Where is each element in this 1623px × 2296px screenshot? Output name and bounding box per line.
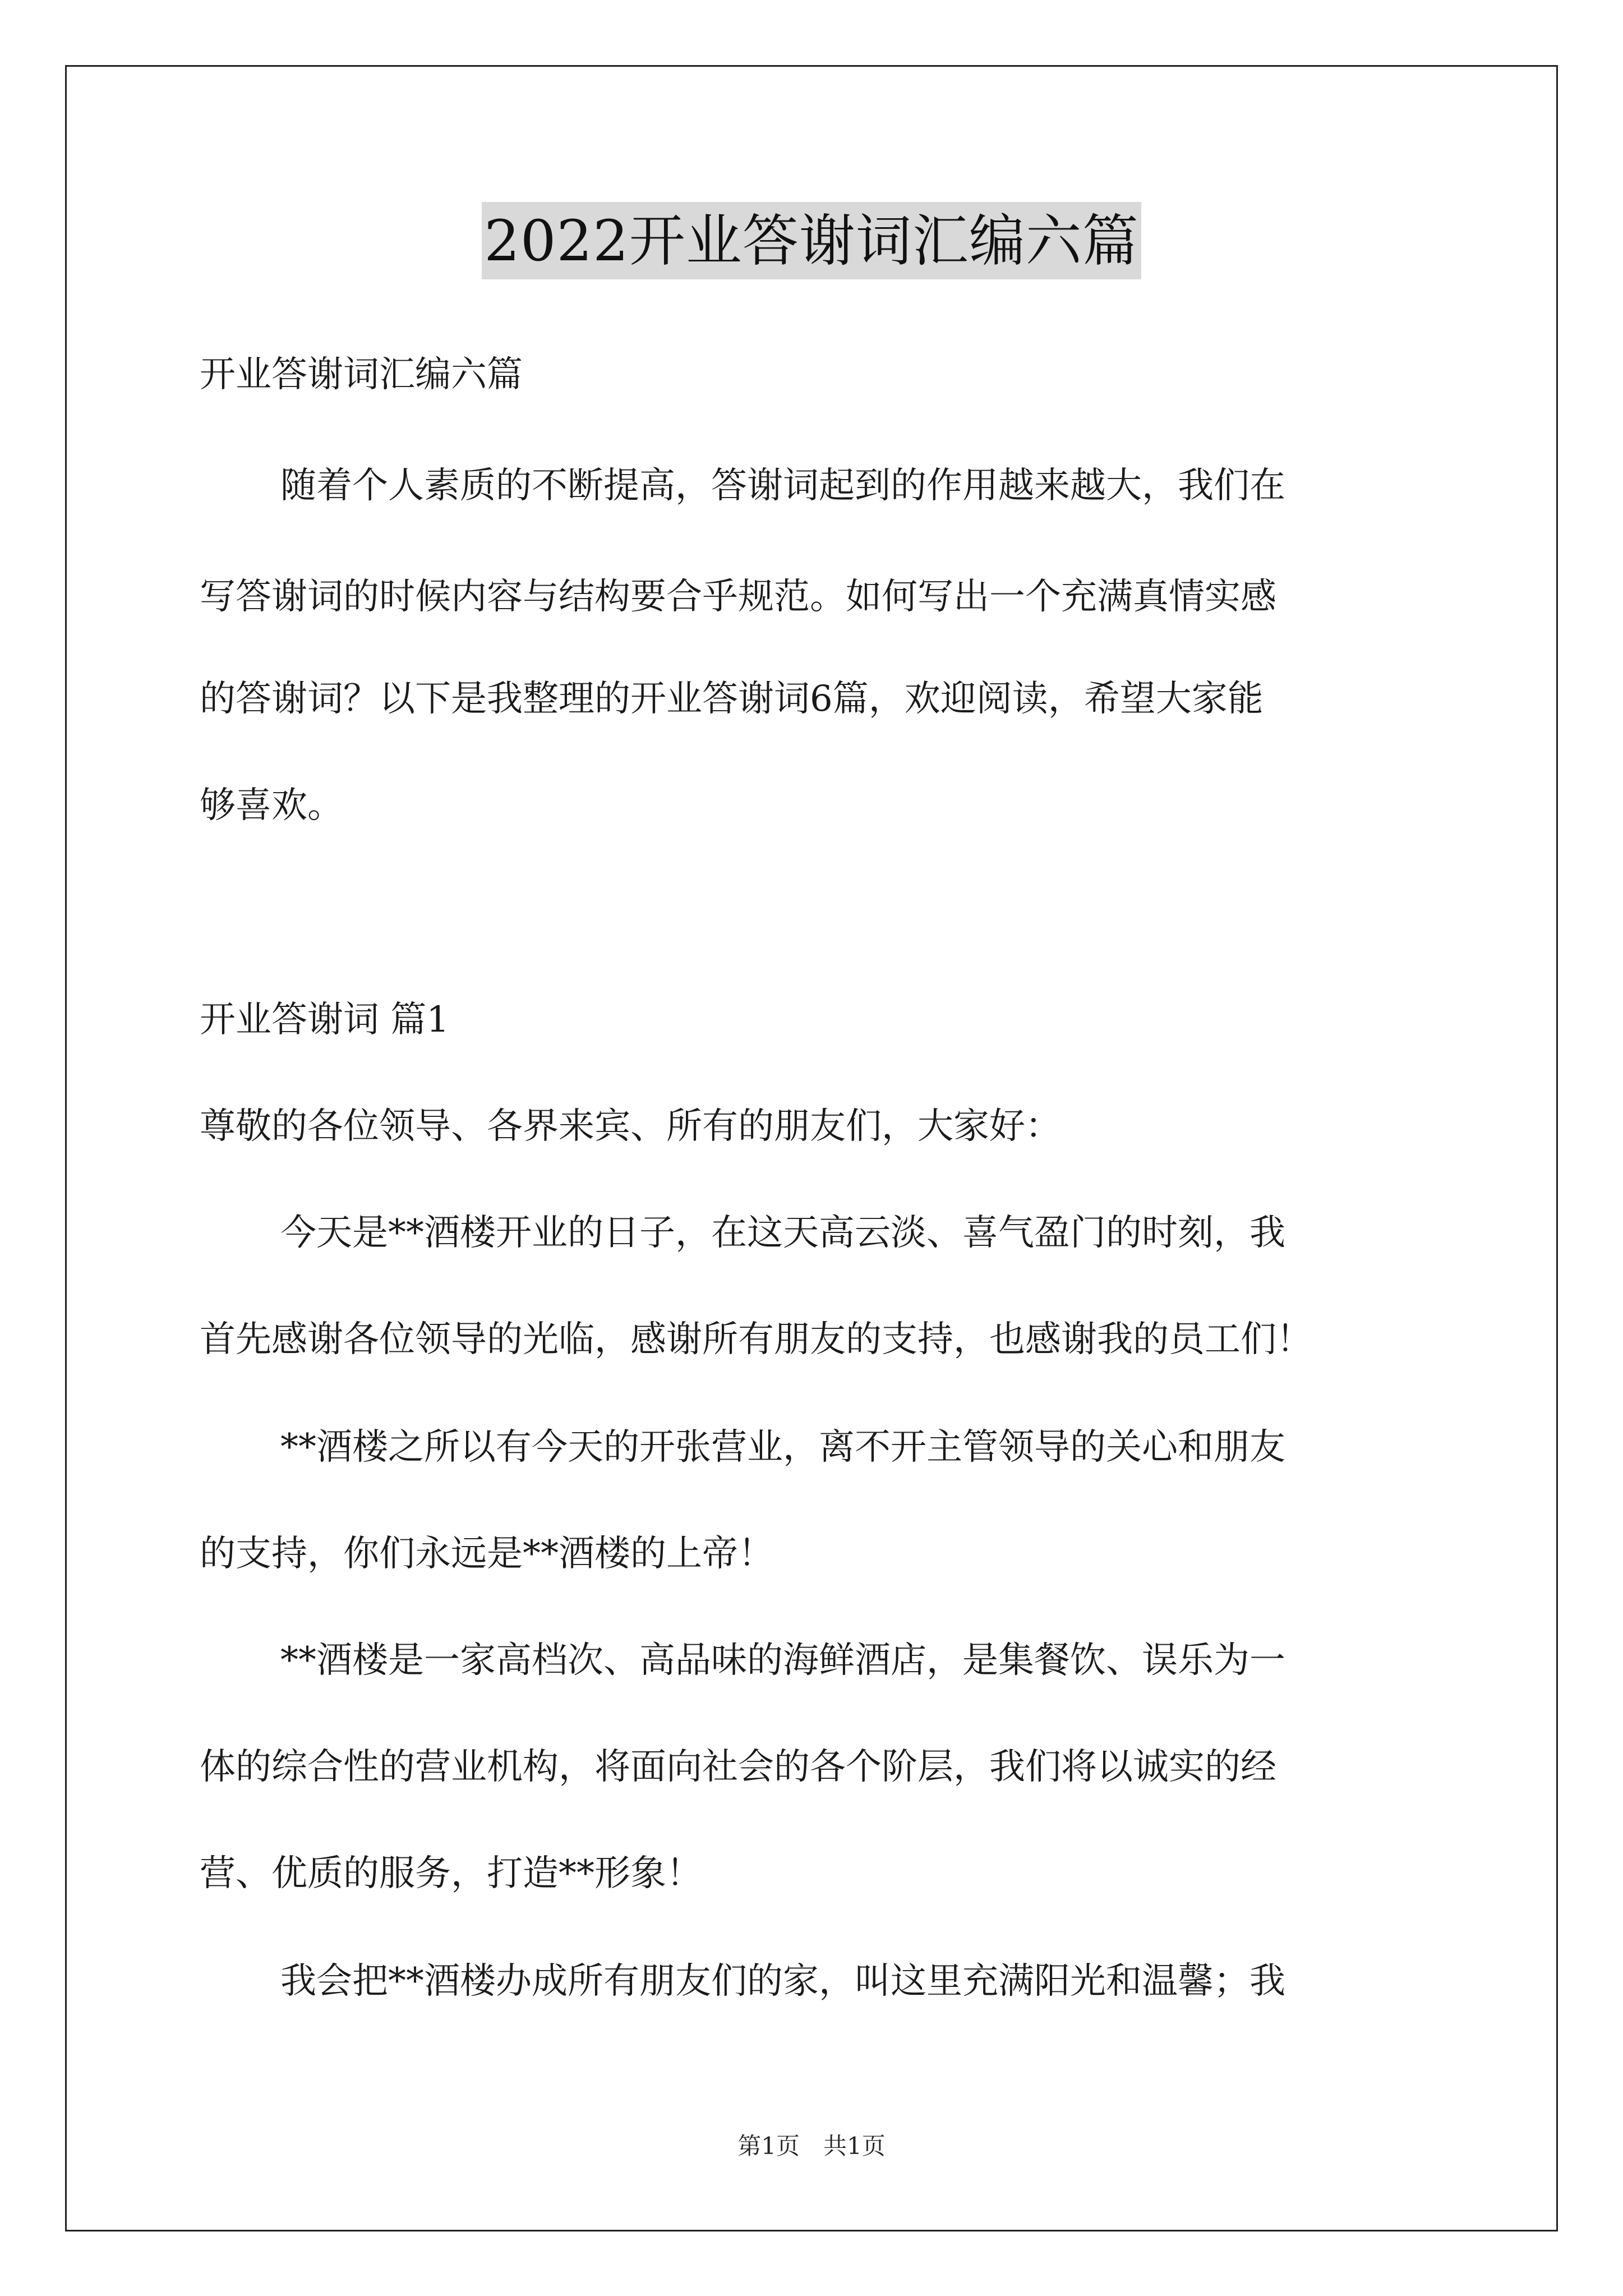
paragraph-line: 够喜欢。 [200, 785, 343, 826]
salutation-line: 尊敬的各位领导、各界来宾、所有的朋友们，大家好： [200, 1106, 1061, 1147]
paragraph-line: 我会把**酒楼办成所有朋友们的家，叫这里充满阳光和温馨；我 [280, 1961, 1285, 2002]
document-title: 2022开业答谢词汇编六篇 [482, 202, 1141, 279]
paragraph-line: **酒楼之所以有今天的开张营业，离不开主管领导的关心和朋友 [280, 1427, 1285, 1468]
paragraph-line: 的支持，你们永远是**酒楼的上帝！ [200, 1533, 774, 1575]
paragraph-line: 的答谢词？以下是我整理的开业答谢词6篇，欢迎阅读，希望大家能 [200, 678, 1264, 720]
title-container [0, 202, 1623, 279]
paragraph-line: 首先感谢各位领导的光临，感谢所有朋友的支持，也感谢我的员工们！ [200, 1319, 1312, 1360]
paragraph-line: 营、优质的服务，打造**形象！ [200, 1853, 702, 1894]
paragraph-line: 随着个人素质的不断提高，答谢词起到的作用越来越大，我们在 [280, 465, 1285, 507]
paragraph-line: 写答谢词的时候内容与结构要合乎规范。如何写出一个充满真情实感 [200, 576, 1276, 618]
subtitle-line: 开业答谢词汇编六篇 [200, 354, 523, 395]
paragraph-line: 体的综合性的营业机构，将面向社会的各个阶层，我们将以诚实的经 [200, 1746, 1276, 1788]
paragraph-line: 今天是**酒楼开业的日子，在这天高云淡、喜气盈门的时刻，我 [280, 1212, 1285, 1254]
section-heading: 开业答谢词 篇1 [200, 999, 450, 1041]
paragraph-line: **酒楼是一家高档次、高品味的海鲜酒店，是集餐饮、误乐为一 [280, 1640, 1285, 1681]
page-footer: 第1页 共1页 [737, 2132, 886, 2160]
